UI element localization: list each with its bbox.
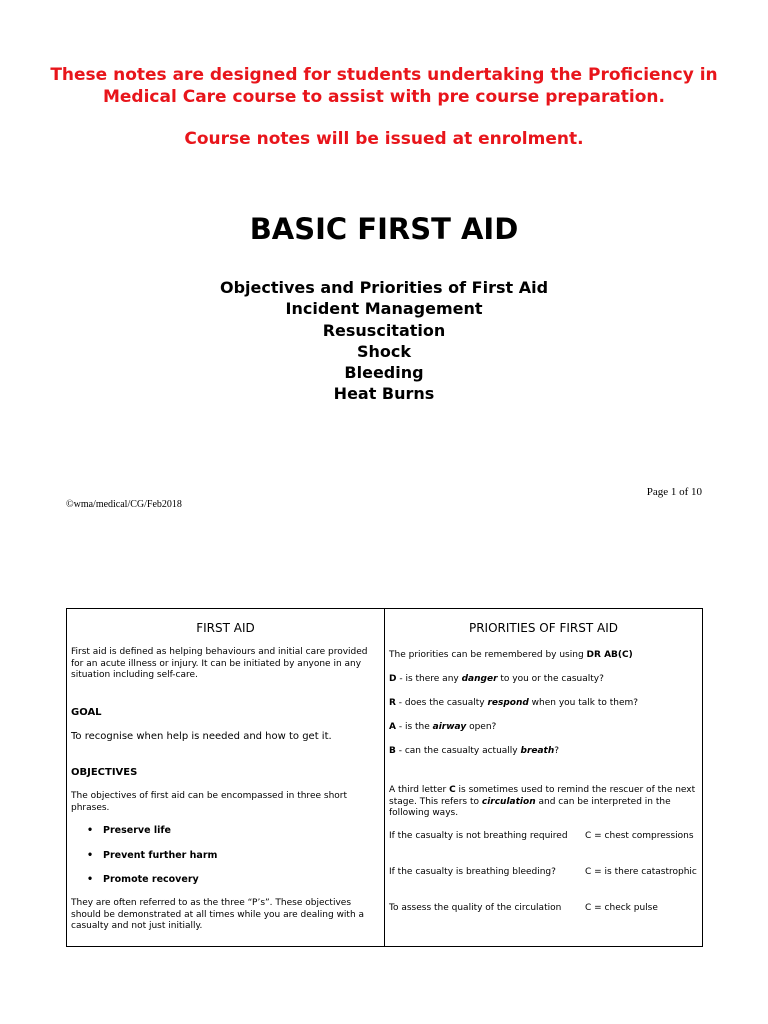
objectives-heading: OBJECTIVES [71,767,138,778]
objective-bullet: • Preserve life [87,825,171,836]
page-number: Page 1 of 10 [646,486,702,498]
priority-r: R - does the casualty respond when you talk to them? [389,698,639,708]
first-aid-definition: First aid is defined as helping behaviours and initial care provided for an acute illness or injury. It can be initiated by anyone in any situation including self-care. [71,647,368,680]
circulation-action: C = check pulse [585,903,658,913]
priority-d: D - is there any danger to you or the casualty? [389,674,604,684]
preparation-notice-line2: Medical Care course to assist with pre course preparation. [102,87,665,107]
topic-item: Incident Management [285,299,483,319]
priorities-heading: PRIORITIES OF FIRST AID [468,621,618,635]
preparation-notice-line1: These notes are designed for students undertaking the Proficiency in [50,65,718,85]
circulation-condition: If the casualty is not breathing required [389,831,568,841]
objectives-closing: They are often referred to as the three “P’s”. These objectives should be demonstrated at all times while you are dealing with a casualty and not just initially. [71,898,365,931]
priorities-intro: The priorities can be remembered by using DR AB(C) [389,650,633,660]
circulation-action: C = chest compressions [585,831,694,841]
priority-a: A - is the airway open? [389,722,497,732]
copyright-notice: ©wma/medical/CG/Feb2018 [66,499,182,510]
circulation-condition: If the casualty is breathing bleeding? [389,867,556,877]
goal-text: To recognise when help is needed and how to get it. [71,731,332,742]
topic-item: Shock [356,341,412,361]
goal-heading: GOAL [71,707,102,718]
topic-item: Heat Burns [333,384,435,404]
topic-item: Objectives and Priorities of First Aid [219,278,549,297]
objectives-intro: The objectives of first aid can be encompassed in three short phrases. [71,791,348,813]
objective-bullet: • Promote recovery [87,874,199,885]
topic-item: Resuscitation [322,320,446,340]
page-title: BASIC FIRST AID [249,212,519,246]
objective-bullet: • Prevent further harm [87,850,218,861]
topic-item: Bleeding [344,363,424,383]
first-aid-table [66,608,703,947]
topic-list [0,277,768,405]
priorities-column [385,609,702,946]
first-aid-heading: FIRST AID [196,621,255,635]
first-aid-column [67,609,385,946]
priority-b: B - can the casualty actually breath? [389,746,560,756]
circulation-action: C = is there catastrophic [585,867,697,877]
priority-c-explanation: A third letter C is sometimes used to remind the rescuer of the next stage. This refers to circulation and can be interpreted in the following ways. [389,785,696,818]
enrolment-notice: Course notes will be issued at enrolment. [184,129,584,149]
circulation-condition: To assess the quality of the circulation [389,903,562,913]
